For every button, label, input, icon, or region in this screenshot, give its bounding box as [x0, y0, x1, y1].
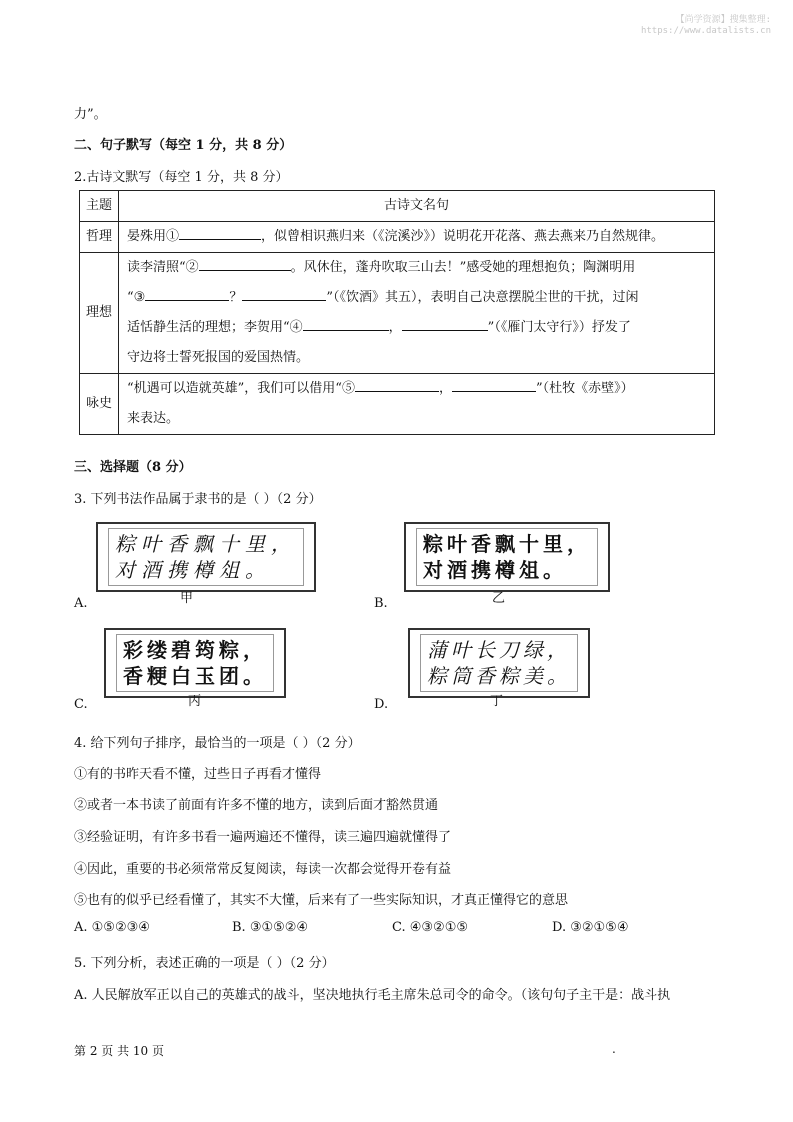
calligraphy-line: 粽筒香粽美。 — [427, 664, 571, 688]
caption-ding: 丁 — [490, 694, 504, 709]
q4-option-b[interactable]: B. ③①⑤②④ — [232, 920, 309, 935]
option-a-label[interactable]: A. — [74, 596, 88, 611]
header-content: 古诗文名句 — [119, 191, 715, 222]
calligraphy-image-bing — [104, 628, 286, 698]
blank-4a[interactable] — [303, 316, 389, 331]
table-row-philosophy — [80, 222, 715, 253]
q5-option-a[interactable]: A. 人民解放军正以自己的英雄式的战斗，坚决地执行毛主席朱总司令的命令。（该句句子主干是：战斗执 — [74, 988, 671, 1003]
theme-cell: 理想 — [80, 253, 119, 374]
text: ， — [438, 381, 452, 396]
sentence-2: ②或者一本书读了前面有许多不懂的地方，读到后面才豁然贯通 — [74, 798, 439, 813]
sentence-3: ③经验证明，有许多书看一遍两遍还不懂得，读三遍四遍就懂得了 — [74, 830, 452, 845]
caption-yi: 乙 — [492, 591, 506, 606]
text: ，似曾相识燕归来（《浣溪沙》）说明花开花落、燕去燕来乃自然规律。 — [261, 229, 665, 244]
page-number: 第 2 页 共 10 页 — [74, 1044, 164, 1058]
blank-1[interactable] — [179, 225, 261, 240]
calligraphy-line: 对酒携樽俎。 — [115, 558, 271, 582]
blank-2[interactable] — [199, 256, 291, 271]
blank-3a[interactable] — [145, 286, 229, 301]
section-3-title: 三、选择题（8 分） — [74, 460, 192, 475]
theme-cell: 咏史 — [80, 374, 119, 435]
text: “③ — [127, 290, 146, 305]
caption-bing: 丙 — [188, 694, 202, 709]
prev-text-tail: 力”。 — [74, 107, 107, 122]
calligraphy-line: 对酒携樽俎。 — [423, 558, 567, 582]
text: 。风休住，蓬舟吹取三山去！”感受她的理想抱负；陶渊明用 — [290, 260, 636, 275]
option-b-label[interactable]: B. — [374, 596, 388, 611]
calligraphy-image-ding — [408, 628, 590, 698]
text: ？ — [229, 290, 243, 305]
header-theme: 主题 — [80, 191, 119, 222]
q4-option-c[interactable]: C. ④③②①⑤ — [392, 920, 469, 935]
caption-jia: 甲 — [180, 591, 194, 606]
content-cell — [119, 374, 715, 435]
text: ”（杜牧《赤壁》） — [535, 381, 634, 396]
sentence-1: ①有的书昨天看不懂，过些日子再看才懂得 — [74, 767, 322, 782]
text: 守边将士誓死报国的爱国热情。 — [127, 350, 310, 365]
text: 适恬静生活的理想；李贺用“④ — [127, 320, 303, 335]
calligraphy-line: 粽叶香飘十里， — [423, 532, 591, 556]
footer-dot: . — [612, 1042, 616, 1056]
question-5-stem: 5. 下列分析，表述正确的一项是（ ）（2 分） — [74, 956, 335, 971]
table-header-row — [80, 191, 715, 222]
blank-5b[interactable] — [452, 377, 536, 392]
q4-option-a[interactable]: A. ①⑤②③④ — [74, 920, 150, 935]
theme-cell: 哲理 — [80, 222, 119, 253]
sentence-4: ④因此，重要的书必须常常反复阅读，每读一次都会觉得开卷有益 — [74, 862, 452, 877]
calligraphy-line: 香粳白玉团。 — [123, 664, 267, 688]
blank-4b[interactable] — [402, 316, 488, 331]
blank-5a[interactable] — [355, 377, 439, 392]
calligraphy-line: 彩缕碧筠粽， — [123, 638, 267, 662]
section-2-title: 二、句子默写（每空 1 分，共 8 分） — [74, 138, 293, 153]
text: 来表达。 — [127, 411, 180, 426]
text: 读李清照“② — [127, 260, 199, 275]
watermark-source: 【尚学资源】搜集整理: — [675, 15, 771, 25]
table-row-ideal — [80, 253, 715, 374]
question-4-stem: 4. 给下列句子排序，最恰当的一项是（ ）（2 分） — [74, 736, 361, 751]
text: “机遇可以造就英雄”，我们可以借用“⑤ — [127, 381, 355, 396]
content-cell — [119, 253, 715, 374]
q4-option-d[interactable]: D. ③②①⑤④ — [552, 920, 629, 935]
poetry-table — [79, 190, 715, 435]
text: ”（《饮酒》其五），表明自己决意摆脱尘世的干扰，过闲 — [326, 290, 639, 305]
table-row-history — [80, 374, 715, 435]
blank-3b[interactable] — [242, 286, 326, 301]
calligraphy-line: 粽叶香飘十里， — [115, 532, 297, 556]
text: ”（《雁门太守行》）抒发了 — [487, 320, 631, 335]
content-cell — [119, 222, 715, 253]
sentence-5: ⑤也有的似乎已经看懂了，其实不大懂，后来有了一些实际知识，才真正懂得它的意思 — [74, 893, 569, 908]
question-3-stem: 3. 下列书法作品属于隶书的是（ ）（2 分） — [74, 492, 322, 507]
question-2-stem: 2.古诗文默写（每空 1 分，共 8 分） — [74, 170, 289, 185]
calligraphy-line: 蒲叶长刀绿， — [427, 638, 571, 662]
option-d-label[interactable]: D. — [374, 697, 389, 712]
text: 晏殊用① — [127, 229, 180, 244]
option-c-label[interactable]: C. — [74, 697, 88, 712]
watermark-url: https://www.datalists.cn — [640, 26, 771, 36]
calligraphy-image-jia — [96, 522, 316, 592]
text: ， — [388, 320, 402, 335]
calligraphy-image-yi — [404, 522, 610, 592]
